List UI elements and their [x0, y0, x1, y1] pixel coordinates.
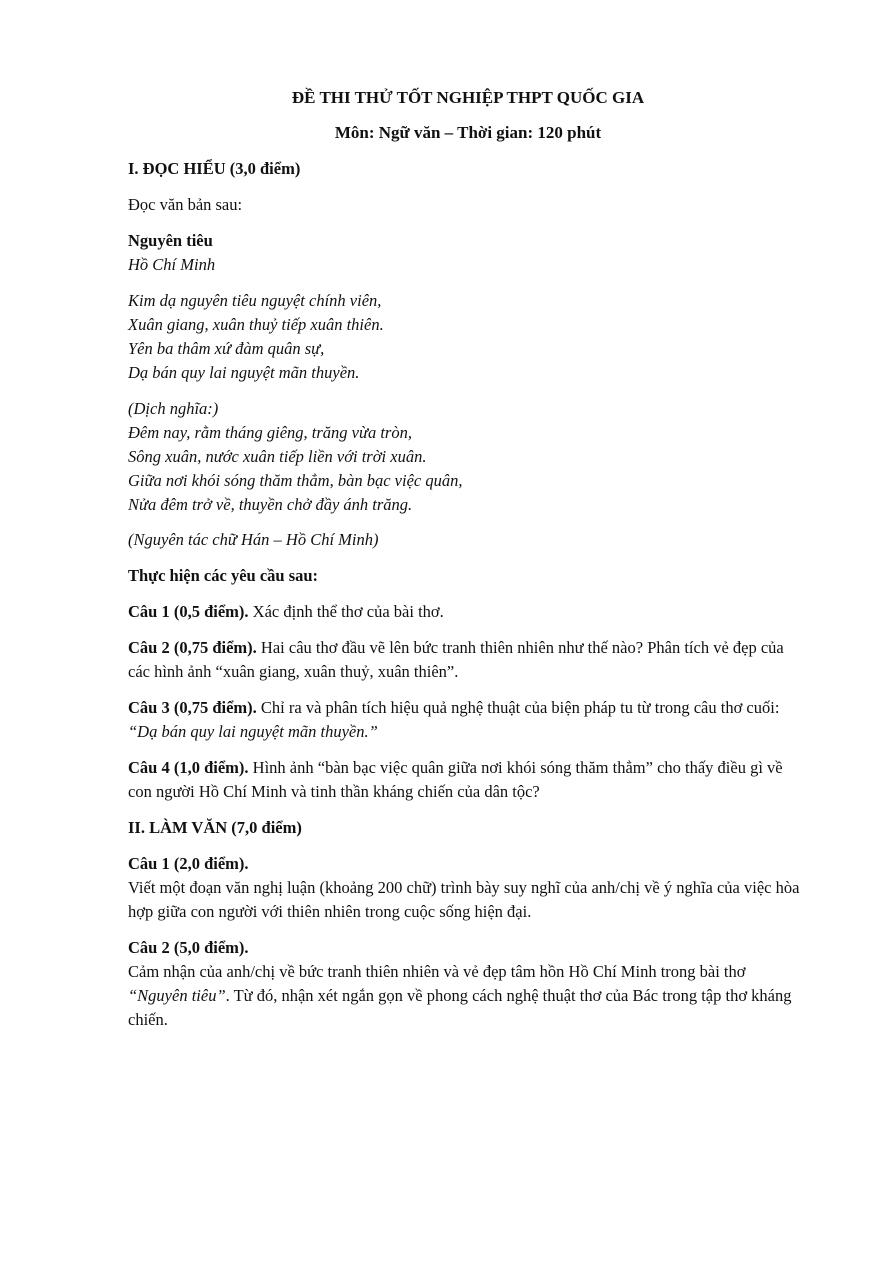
question-label: Câu 2 (5,0 điểm). — [128, 938, 249, 957]
question-text-after: . Từ đó, nhận xét ngắn gọn về phong cách nghệ thuật thơ của Bác trong tập thơ kháng chiến. — [128, 986, 792, 1029]
poem-line: Yên ba thâm xứ đàm quân sự, — [128, 339, 325, 358]
exam-subtitle: Môn: Ngữ văn – Thời gian: 120 phút — [334, 123, 602, 142]
question-text: Chỉ ra và phân tích hiệu quả nghệ thuật của biện pháp tu từ trong câu thơ cuối: — [256, 698, 780, 717]
poem-translation — [128, 397, 808, 517]
translation-line: Giữa nơi khói sóng thăm thẳm, bàn bạc việc quân, — [128, 471, 463, 490]
poem-author: Hồ Chí Minh — [128, 255, 216, 274]
question-1 — [128, 600, 808, 624]
translation-line: Đêm nay, rằm tháng giêng, trăng vừa tròn, — [128, 423, 412, 442]
translation-line: Nửa đêm trở về, thuyền chở đầy ánh trăng. — [128, 495, 413, 514]
question-text: Xác định thể thơ của bài thơ. — [248, 602, 444, 621]
question-quote: “Dạ bán quy lai nguyệt mãn thuyền.” — [128, 722, 378, 741]
question-4 — [128, 756, 808, 804]
question-label: Câu 3 (0,75 điểm). — [128, 698, 257, 717]
question-quote: “Nguyên tiêu” — [128, 986, 226, 1005]
question-text: Hình ảnh “bàn bạc việc quân giữa nơi khói sóng thăm thẳm” cho thấy điều gì về con người Hồ Chí Minh và tinh thần kháng chiến của dân tộc? — [128, 758, 783, 801]
part2-heading: II. LÀM VĂN (7,0 điểm) — [128, 818, 302, 837]
poem-original — [128, 289, 808, 385]
poem-title: Nguyên tiêu — [128, 231, 213, 250]
translation-line: Sông xuân, nước xuân tiếp liền với trời xuân. — [128, 447, 427, 466]
question-label: Câu 1 (0,5 điểm). — [128, 602, 249, 621]
question-text-before: Cảm nhận của anh/chị về bức tranh thiên nhiên và vẻ đẹp tâm hồn Hồ Chí Minh trong bài thơ — [128, 962, 746, 981]
question-text — [128, 960, 808, 1032]
question-label: Câu 2 (0,75 điểm). — [128, 638, 257, 657]
exam-title: ĐỀ THI THỬ TỐT NGHIỆP THPT QUỐC GIA — [291, 88, 645, 107]
poem-line: Dạ bán quy lai nguyệt mãn thuyền. — [128, 363, 360, 382]
question-3 — [128, 696, 808, 744]
part1-heading: I. ĐỌC HIỂU (3,0 điểm) — [128, 159, 301, 178]
poem-line: Xuân giang, xuân thuỷ tiếp xuân thiên. — [128, 315, 384, 334]
essay-question-1 — [128, 852, 808, 924]
question-2 — [128, 636, 808, 684]
question-label: Câu 1 (2,0 điểm). — [128, 854, 249, 873]
tasks-heading: Thực hiện các yêu cầu sau: — [128, 566, 319, 585]
essay-question-2 — [128, 936, 808, 1032]
question-label: Câu 4 (1,0 điểm). — [128, 758, 249, 777]
question-text: Viết một đoạn văn nghị luận (khoảng 200 chữ) trình bày suy nghĩ của anh/chị về ý nghĩa của việc hòa hợp giữa con người với thiên nhiên trong cuộc sống hiện đại. — [128, 878, 800, 921]
poem-source: (Nguyên tác chữ Hán – Hồ Chí Minh) — [128, 530, 379, 549]
poem-line: Kim dạ nguyên tiêu nguyệt chính viên, — [128, 291, 382, 310]
question-text: Hai câu thơ đầu vẽ lên bức tranh thiên nhiên như thế nào? Phân tích vẻ đẹp của các hình ảnh “xuân giang, xuân thuỷ, xuân thiên”. — [128, 638, 784, 681]
reading-instruction: Đọc văn bản sau: — [128, 195, 243, 214]
translation-label: (Dịch nghĩa:) — [128, 399, 219, 418]
